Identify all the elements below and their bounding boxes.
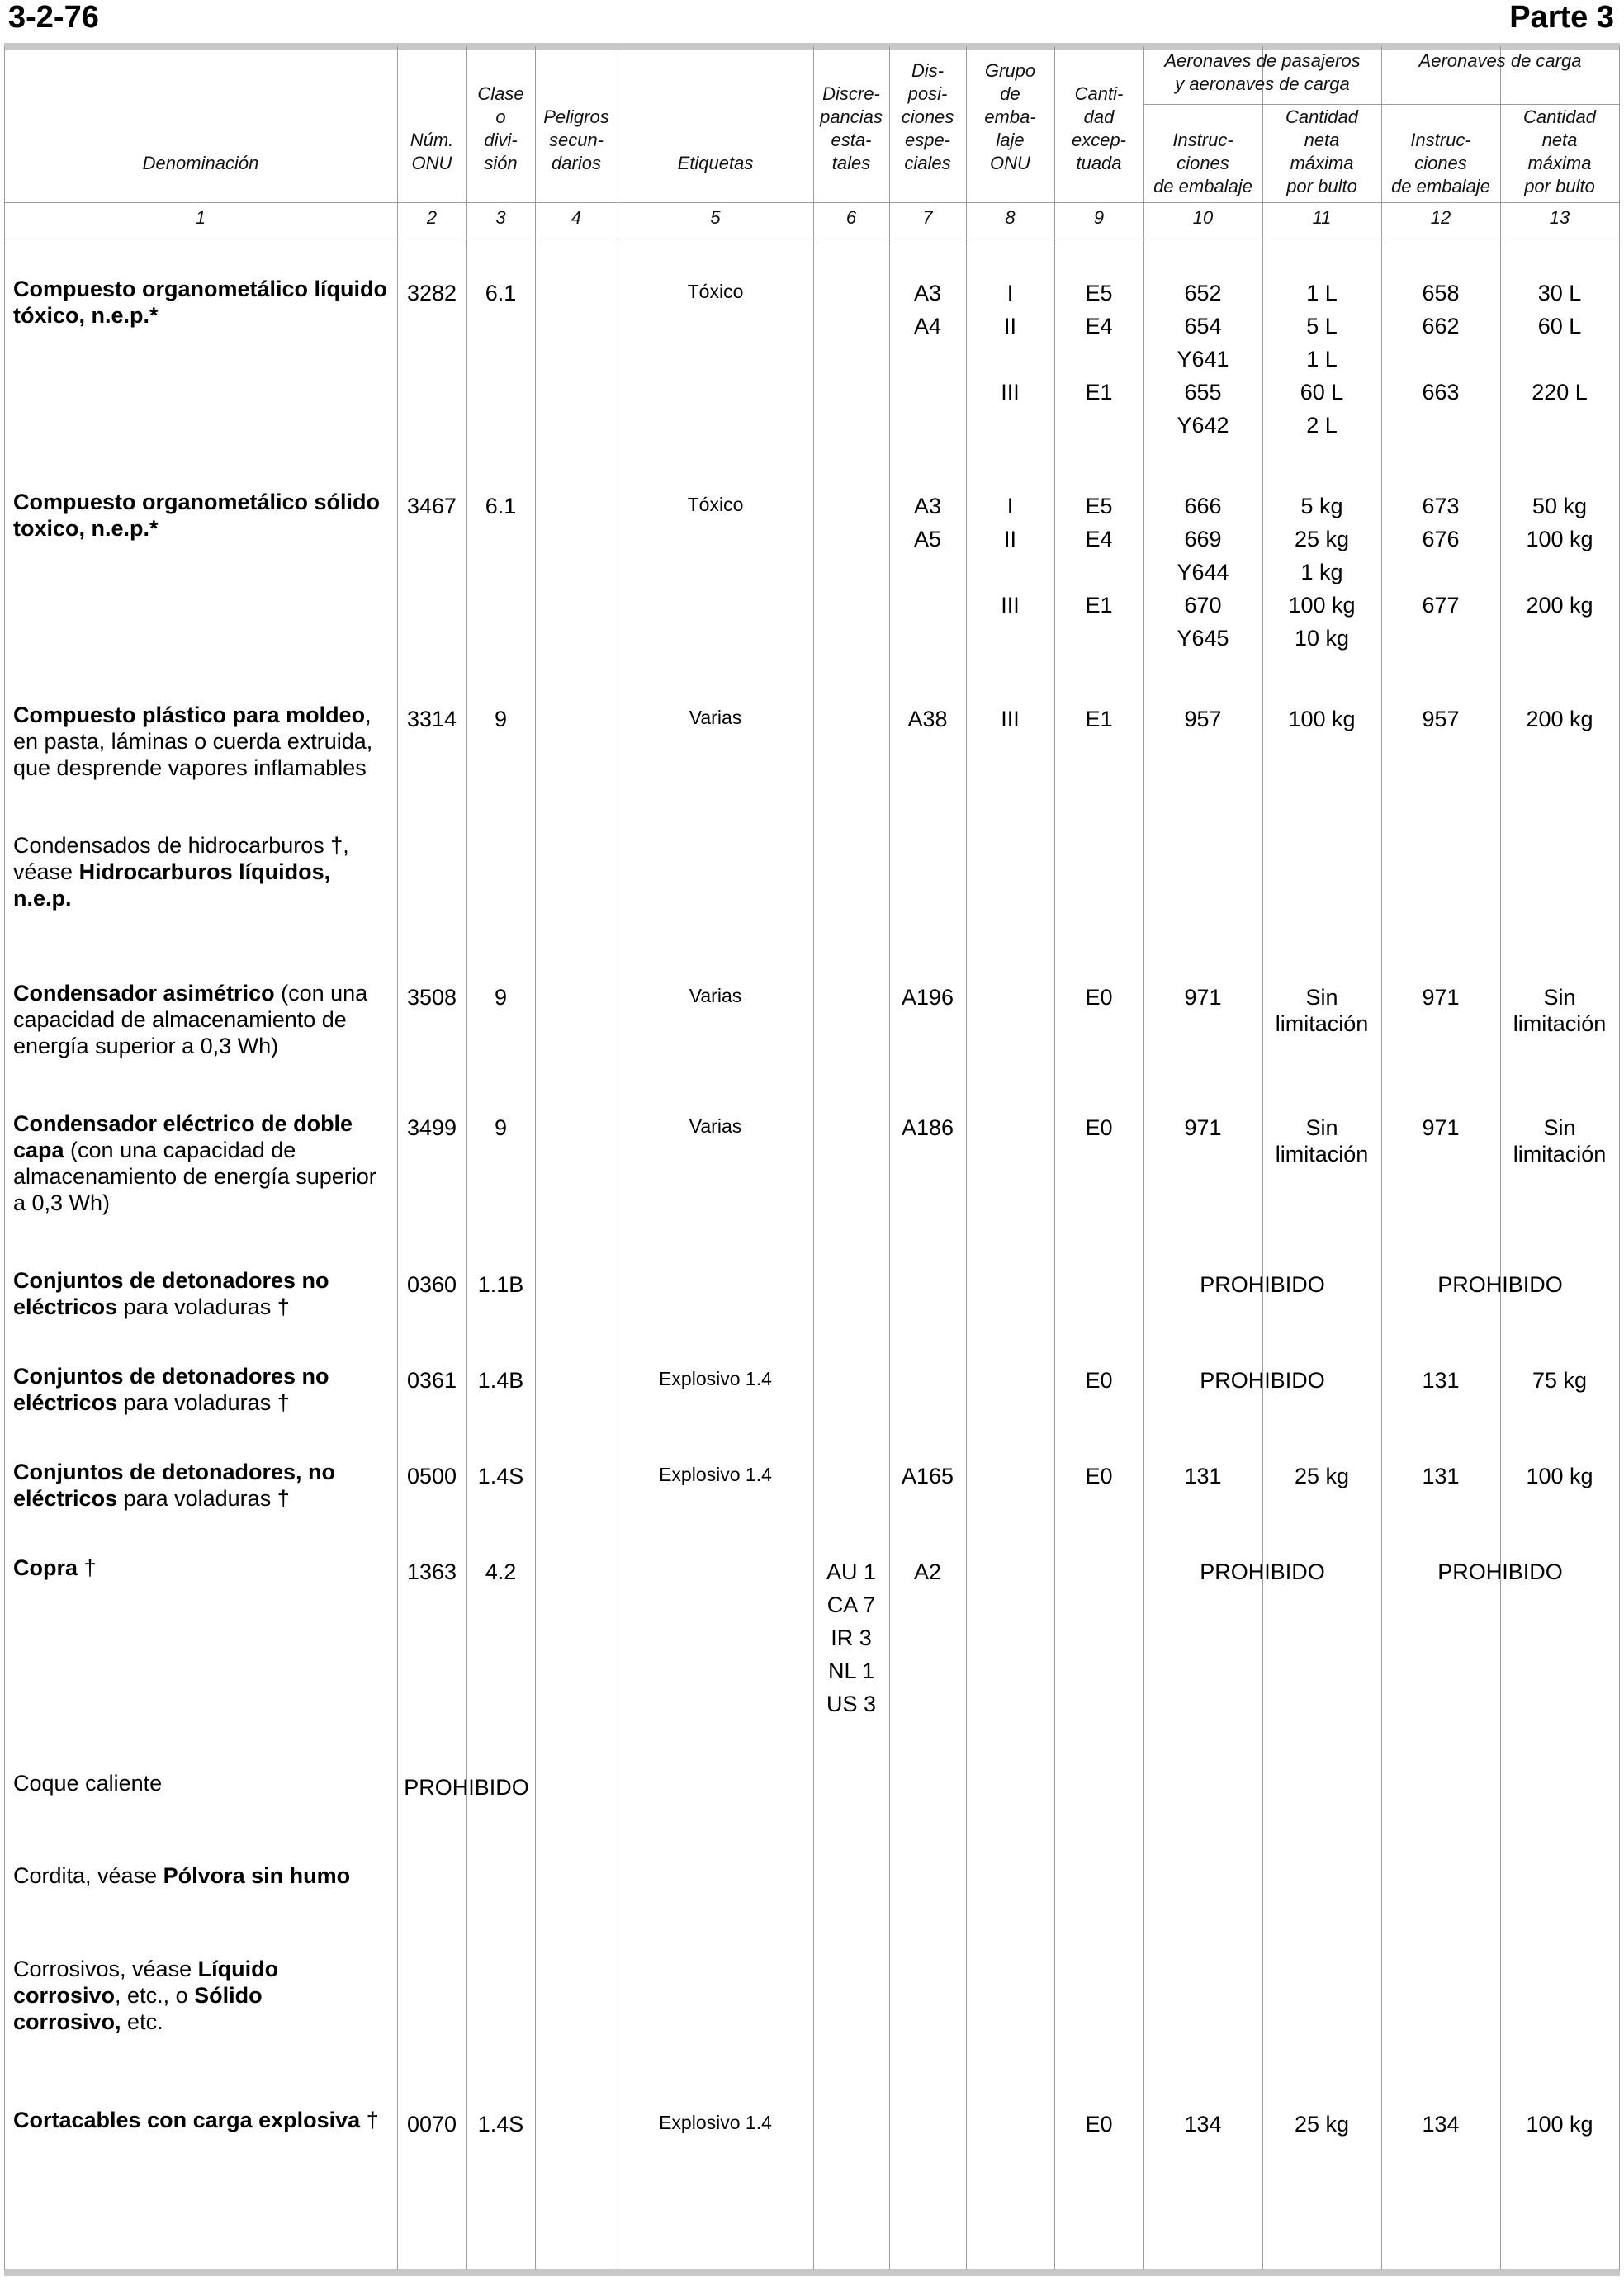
un-number: 0360 [406,1272,457,1297]
entry-name: Conjuntos de detonadores, no eléctricos para voladuras † [13,1460,335,1511]
cargo-forbidden: PROHIBIDO [1437,1559,1563,1584]
header-state-variations: Discre- pancias esta- tales [820,83,883,173]
page-reference: 3-2-76 [8,0,99,35]
entry-name: Condensador asimétrico (con una capacidad de almacenamiento de energía superior a 0,3 Wh) [13,981,368,1058]
pax-packing-instruction: 971 [1184,985,1222,1010]
entry-name: Conjuntos de detonadores no eléctricos para voladuras † [13,1268,329,1319]
un-number: 3282 [406,281,457,305]
hazard-label: Explosivo 1.4 [659,1368,772,1389]
entry-name: Compuesto organometálico líquido tóxico, n.e.p.* [13,277,388,328]
packing-group: I II III [1001,494,1020,618]
hazard-class: 4.2 [485,1559,517,1584]
un-number: 3314 [406,707,457,731]
excepted-quantity: E0 [1085,2112,1113,2137]
excepted-quantity: E5 E4 E1 [1085,494,1113,618]
excepted-quantity: E0 [1085,1115,1113,1140]
un-number: 0070 [406,2112,457,2137]
header-class: Clase o divi- sión [477,83,524,173]
un-number: 3508 [406,985,457,1010]
hazard-label: Varias [689,707,742,728]
cargo-packing-instruction: 134 [1422,2112,1460,2137]
header-un-number: Núm. ONU [410,130,454,173]
special-provisions: A3 A4 [913,281,942,338]
entry-name: Compuesto organometálico sólido toxico, n.e.p.* [13,490,381,541]
hazard-label: Explosivo 1.4 [659,2112,772,2133]
entry-name: Compuesto plástico para moldeo, en pasta, láminas o cuerda extruida, que desprende vapores inflamables [13,703,373,780]
header-passenger-aircraft: Aeronaves de pasajeros y aeronaves de carga [1164,50,1361,94]
cargo-forbidden: PROHIBIDO [1437,1272,1563,1297]
entry-name: Condensador eléctrico de doble capa (con una capacidad de almacenamiento de energía superior a 0,3 Wh) [13,1111,376,1215]
pax-max-quantity: 100 kg [1288,707,1356,731]
header-cargo-packing-instruction: Instruc- ciones de embalaje [1391,130,1490,196]
hazard-class: 9 [494,707,508,731]
pax-max-quantity: 5 kg 25 kg 1 kg 100 kg 10 kg [1288,494,1356,651]
special-provisions: A3 A5 [913,494,942,551]
special-provisions: A165 [901,1464,954,1488]
cargo-packing-instruction: 658 662 663 [1422,281,1460,405]
entry-name: Cortacables con carga explosiva † [13,2108,379,2132]
pax-packing-instruction: 957 [1184,707,1222,731]
pax-forbidden: PROHIBIDO [1200,1368,1325,1393]
forbidden: PROHIBIDO [404,1775,529,1800]
special-provisions: A186 [901,1115,954,1140]
hazard-class: 6.1 [485,494,517,518]
column-number: 13 [1549,207,1570,228]
cargo-max-quantity: 30 L 60 L 220 L [1532,281,1588,405]
hazard-label: Tóxico [687,494,744,515]
pax-max-quantity: 25 kg [1294,1464,1350,1488]
pax-packing-instruction: 971 [1184,1115,1222,1140]
header-packing-group: Grupo de emba- laje ONU [984,60,1036,173]
hazard-class: 1.4S [477,1464,524,1488]
pax-packing-instruction: 666 669 Y644 670 Y645 [1177,494,1229,651]
cargo-packing-instruction: 971 [1422,985,1460,1010]
hazard-class: 9 [494,985,508,1010]
pax-max-quantity: 1 L 5 L 1 L 60 L 2 L [1300,281,1344,438]
column-number: 2 [426,207,438,228]
entry-name: Corrosivos, véase Líquido corrosivo, etc., o Sólido corrosivo, etc. [13,1957,279,2034]
cargo-packing-instruction: 131 [1422,1368,1460,1393]
cargo-packing-instruction: 971 [1422,1115,1460,1140]
pax-packing-instruction: 134 [1184,2112,1222,2137]
header-pax-packing-instruction: Instruc- ciones de embalaje [1153,130,1252,196]
hazard-label: Tóxico [687,281,744,302]
hazard-label: Varias [689,1115,742,1137]
part-title: Parte 3 [1509,0,1614,35]
header-pax-max-quantity: Cantidad neta máxima por bulto [1285,106,1359,196]
cargo-max-quantity: 50 kg 100 kg 200 kg [1526,494,1593,618]
cargo-max-quantity: 100 kg [1526,1464,1593,1488]
cargo-max-quantity: 75 kg [1532,1368,1588,1393]
hazard-class: 9 [494,1115,508,1140]
entry-name: Copra † [13,1555,97,1580]
pax-max-quantity: Sin limitación [1275,1115,1369,1167]
un-number: 3499 [406,1115,457,1140]
entry-name: Coque caliente [13,1771,163,1796]
header-name: Denominación [142,153,259,173]
excepted-quantity: E0 [1085,1464,1113,1488]
un-number: 3467 [406,494,457,518]
un-number: 0361 [406,1368,457,1393]
special-provisions: A38 [907,707,948,731]
column-number: 12 [1430,207,1451,228]
hazard-label: Varias [689,985,742,1006]
hazard-class: 6.1 [485,281,517,305]
excepted-quantity: E0 [1085,985,1113,1010]
entry-name: Cordita, véase Pólvora sin humo [13,1863,351,1888]
packing-group: I II III [1001,281,1020,405]
column-number: 4 [571,207,582,228]
entry-name: Condensados de hidrocarburos †, véase Hidrocarburos líquidos, n.e.p. [13,833,349,911]
special-provisions: A196 [901,985,954,1010]
column-number: 5 [710,207,721,228]
cargo-packing-instruction: 957 [1422,707,1460,731]
cargo-max-quantity: 200 kg [1526,707,1593,731]
column-number: 1 [195,207,206,228]
entry-name: Conjuntos de detonadores no eléctricos para voladuras † [13,1364,329,1415]
packing-group: III [1001,707,1020,731]
bottom-rule [4,2269,1620,2276]
pax-forbidden: PROHIBIDO [1200,1272,1325,1297]
header-cargo-max-quantity: Cantidad neta máxima por bulto [1522,106,1597,196]
cargo-max-quantity: Sin limitación [1513,985,1607,1036]
header-excepted-quantity: Canti- dad excep- tuada [1071,83,1127,173]
column-number: 8 [1005,207,1016,228]
cargo-max-quantity: Sin limitación [1513,1115,1607,1167]
hazard-class: 1.1B [477,1272,524,1297]
excepted-quantity: E0 [1085,1368,1113,1393]
header-labels: Etiquetas [677,153,754,173]
pax-max-quantity: Sin limitación [1275,985,1369,1036]
column-number: 6 [845,207,857,228]
state-variations: AU 1 CA 7 IR 3 NL 1 US 3 [826,1559,877,1716]
cargo-packing-instruction: 673 676 677 [1422,494,1460,618]
un-number: 1363 [406,1559,457,1584]
header-subsidiary-hazards: Peligros secun- darios [543,106,609,173]
hazard-class: 1.4S [477,2112,524,2137]
hazard-label: Explosivo 1.4 [659,1464,772,1485]
header-special-provisions: Dis- posi- ciones espe- ciales [901,60,954,173]
excepted-quantity: E5 E4 E1 [1085,281,1113,405]
hazard-class: 1.4B [477,1368,524,1393]
pax-packing-instruction: 131 [1184,1464,1222,1488]
column-number: 9 [1093,207,1105,228]
special-provisions: A2 [913,1559,942,1584]
column-number: 3 [495,207,506,228]
un-number: 0500 [406,1464,457,1488]
pax-forbidden: PROHIBIDO [1200,1559,1325,1584]
excepted-quantity: E1 [1085,707,1113,731]
cargo-max-quantity: 100 kg [1526,2112,1593,2137]
header-cargo-aircraft: Aeronaves de carga [1418,50,1582,71]
pax-packing-instruction: 652 654 Y641 655 Y642 [1177,281,1229,438]
pax-max-quantity: 25 kg [1294,2112,1350,2137]
column-number: 10 [1192,207,1214,228]
column-number: 11 [1312,207,1332,228]
column-number: 7 [922,207,933,228]
cargo-packing-instruction: 131 [1422,1464,1460,1488]
